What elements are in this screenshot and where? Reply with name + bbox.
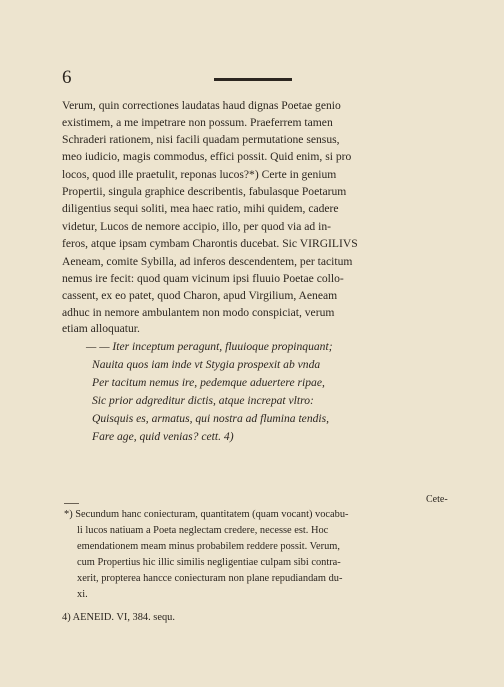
page-number: 6 [62, 67, 72, 88]
body-line: nemus ire fecit: quod quam vicinum ipsi fluuio Poetae collo- [62, 272, 344, 285]
body-line: meo iudicio, magis commodus, effici possit. Quid enim, si pro [62, 150, 352, 163]
body-line: existimem, a me impetrare non possum. Praeferrem tamen [62, 116, 333, 129]
footnote-rule [64, 503, 79, 504]
footnote-line: emendationem meam minus probabilem reddere possit. Verum, [77, 541, 340, 552]
body-line: diligentius sequi soliti, mea haec ratio, mihi quidem, cadere [62, 202, 339, 215]
header-rule [214, 78, 292, 81]
body-line: Aeneam, comite Sybilla, ad inferos descendentem, per tacitum [62, 255, 353, 268]
footnote-line: cum Propertius hic illic similis negligentiae culpam sibi contra- [77, 557, 341, 568]
body-line: feros, atque ipsam cymbam Charontis ducebat. Sic VIRGILIVS [62, 237, 358, 250]
verse-line: Nauita quos iam inde vt Stygia prospexit ab vnda [92, 358, 321, 371]
body-line: Propertii, singula graphice describentis, fabulasque Poetarum [62, 185, 347, 198]
body-line: Verum, quin correctiones laudatas haud dignas Poetae genio [62, 99, 341, 112]
body-line: adhuc in nemore ambulantem non modo conspiciat, verum [62, 306, 335, 319]
verse-line: Fare age, quid venias? cett. 4) [92, 430, 234, 443]
body-line: cassent, ex eo patet, quod Charon, apud Virgilium, Aeneam [62, 289, 338, 302]
footnote-line: xi. [77, 589, 88, 600]
footnote-line: xerit, propterea hancce coniecturam non plane repudiandam du- [77, 573, 343, 584]
verse-line: Sic prior adgreditur dictis, atque increpat vltro: [92, 394, 314, 407]
footnote-line: *) Secundum hanc coniecturam, quantitatem (quam vocant) vocabu- [64, 509, 349, 520]
footnote-line: li lucos natiuam a Poeta neglectam credere, necesse est. Hoc [77, 525, 329, 536]
footnote-line: 4) AENEID. VI, 384. sequ. [62, 612, 175, 623]
verse-line: — — Iter inceptum peragunt, fluuioque propinquant; [86, 340, 333, 353]
verse-line: Quisquis es, armatus, qui nostra ad flumina tendis, [92, 412, 330, 425]
body-line: locos, quod ille praetulit, reponas lucos?*) Certe in genium [62, 168, 337, 181]
verse-line: Per tacitum nemus ire, pedemque aduertere ripae, [92, 376, 325, 389]
catchword: Cete- [426, 494, 448, 505]
body-line: etiam alloquatur. [62, 322, 140, 335]
body-line: Schraderi rationem, nisi facili quadam permutatione sensus, [62, 133, 340, 146]
body-line: videtur, Lucos de nemore accipio, illo, per quod via ad in- [62, 220, 332, 233]
